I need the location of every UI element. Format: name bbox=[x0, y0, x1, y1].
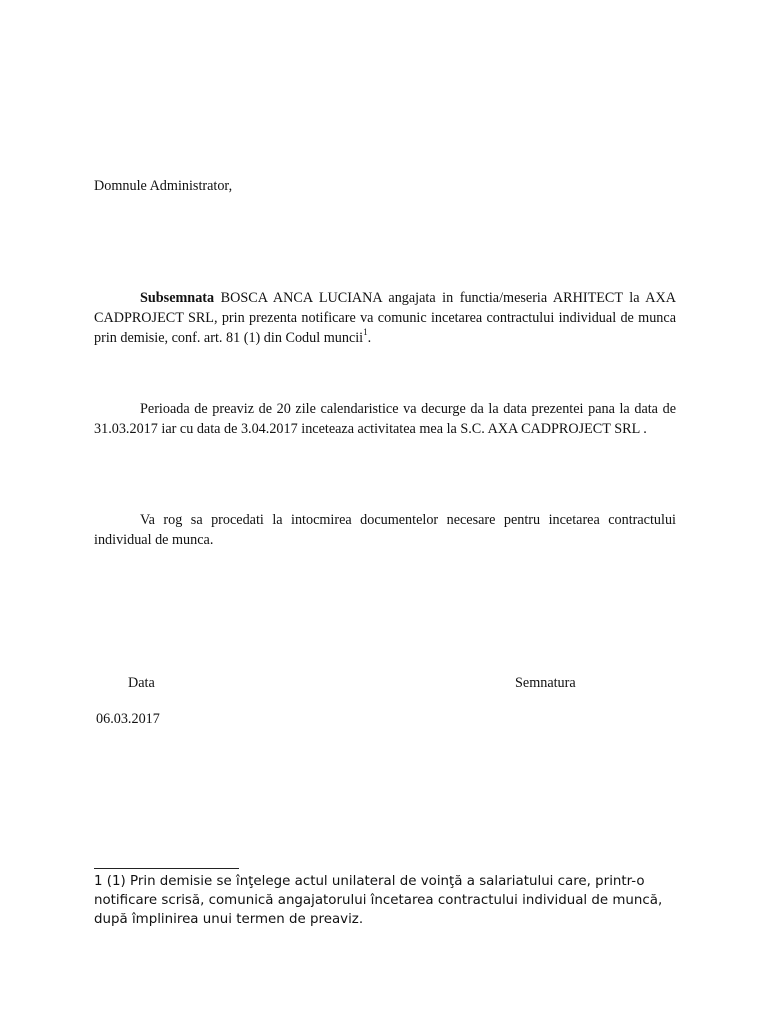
paragraph-notice-period: Perioada de preaviz de 20 zile calendaristice va decurge da la data prezentei pana la data de 31.03.2017 iar cu data de 3.04.2017 inceteaza activitatea mea la S.C. AXA CADPROJECT SRL . bbox=[94, 401, 676, 437]
footnote-reference: 1 bbox=[363, 327, 368, 338]
date-value: 06.03.2017 bbox=[96, 711, 160, 727]
date-label: Data bbox=[128, 675, 155, 691]
footnote-separator bbox=[94, 868, 239, 869]
paragraph-resignation-end: . bbox=[367, 330, 372, 346]
paragraph-request: Va rog sa procedati la intocmirea documentelor necesare pentru incetarea contractului individual de munca. bbox=[94, 512, 676, 548]
signature-label: Semnatura bbox=[515, 675, 576, 691]
footnote-text: 1 (1) Prin demisie se înţelege actul unilateral de voinţă a salariatului care, printr-o notificare scrisă, comunică angajatorului încetarea contractului individual de muncă, după împlinirea unui termen de preaviz. bbox=[94, 874, 663, 927]
salutation: Domnule Administrator, bbox=[94, 178, 233, 194]
paragraph-resignation bbox=[94, 288, 676, 348]
subsemnata-label: Subsemnata bbox=[140, 290, 215, 306]
paragraph-resignation-text: BOSCA ANCA LUCIANA angajata in functia/meseria ARHITECT la AXA CADPROJECT SRL, prin prezenta notificare va comunic incetarea contractului individual de munca prin demisie, conf. art. 81 (1) din Codul muncii bbox=[94, 290, 676, 346]
